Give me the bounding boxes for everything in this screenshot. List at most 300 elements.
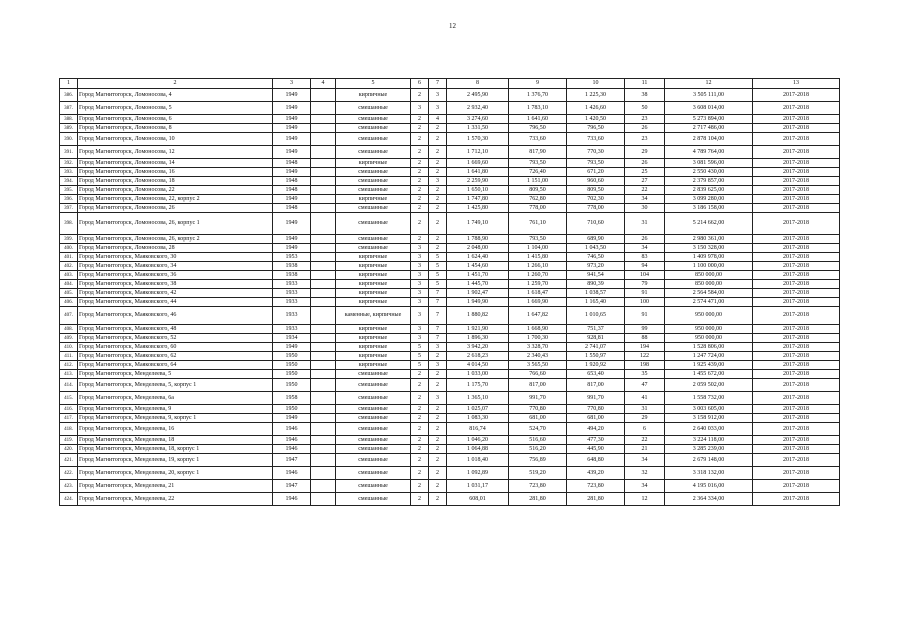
entrances: 2 — [429, 405, 447, 414]
year-built: 1949 — [273, 195, 311, 204]
table-row — [60, 370, 840, 379]
year-built: 1946 — [273, 436, 311, 445]
housing-register-table — [59, 78, 840, 506]
residential-area: 723,80 — [509, 480, 567, 493]
total-area: 2 259,90 — [447, 177, 509, 186]
table-row — [60, 115, 840, 124]
col4-cell — [311, 115, 336, 124]
row-number: 390. — [60, 133, 78, 146]
year-built: 1949 — [273, 244, 311, 253]
row-number: 402. — [60, 262, 78, 271]
address-cell: Город Магнитогорск, Ломоносова, 8 — [78, 124, 273, 133]
total-area: 1 092,89 — [447, 467, 509, 480]
entrances: 2 — [429, 159, 447, 168]
total-area: 1 902,47 — [447, 289, 509, 298]
floors: 5 — [411, 361, 429, 370]
residents: 99 — [625, 325, 665, 334]
entrances: 2 — [429, 480, 447, 493]
year-built: 1949 — [273, 133, 311, 146]
floors: 5 — [411, 343, 429, 352]
residents: 26 — [625, 235, 665, 244]
apartment-area: 494,20 — [567, 423, 625, 436]
col4-cell — [311, 352, 336, 361]
col4-cell — [311, 370, 336, 379]
row-number: 400. — [60, 244, 78, 253]
residents: 94 — [625, 262, 665, 271]
repair-period: 2017-2018 — [753, 414, 840, 423]
repair-period: 2017-2018 — [753, 370, 840, 379]
apartment-area: 671,20 — [567, 168, 625, 177]
floors: 2 — [411, 133, 429, 146]
apartment-area: 1 165,40 — [567, 298, 625, 307]
year-built: 1949 — [273, 343, 311, 352]
table-row — [60, 280, 840, 289]
table-row — [60, 445, 840, 454]
row-number: 407. — [60, 307, 78, 325]
address-cell: Город Магнитогорск, Ломоносова, 14 — [78, 159, 273, 168]
column-header: 12 — [665, 79, 753, 89]
repair-period: 2017-2018 — [753, 177, 840, 186]
entrances: 2 — [429, 379, 447, 392]
year-built: 1949 — [273, 168, 311, 177]
table-row — [60, 325, 840, 334]
entrances: 5 — [429, 253, 447, 262]
repair-period: 2017-2018 — [753, 186, 840, 195]
wall-material: смешанные — [336, 379, 411, 392]
wall-material: кирпичные — [336, 325, 411, 334]
residential-area: 1 260,70 — [509, 271, 567, 280]
wall-material: кирпичные — [336, 289, 411, 298]
total-area: 1 880,82 — [447, 307, 509, 325]
repair-period: 2017-2018 — [753, 493, 840, 506]
table-row — [60, 195, 840, 204]
address-cell: Город Магнитогорск, Маяковского, 44 — [78, 298, 273, 307]
col4-cell — [311, 262, 336, 271]
column-header: 13 — [753, 79, 840, 89]
repair-period: 2017-2018 — [753, 405, 840, 414]
repair-period: 2017-2018 — [753, 89, 840, 102]
total-area: 1 451,70 — [447, 271, 509, 280]
row-number: 393. — [60, 168, 78, 177]
repair-period: 2017-2018 — [753, 253, 840, 262]
repair-period: 2017-2018 — [753, 289, 840, 298]
table-row — [60, 235, 840, 244]
repair-cost: 1 925 439,00 — [665, 361, 753, 370]
total-area: 1 650,10 — [447, 186, 509, 195]
apartment-area: 960,60 — [567, 177, 625, 186]
repair-cost: 2 059 502,00 — [665, 379, 753, 392]
apartment-area: 702,30 — [567, 195, 625, 204]
table-row — [60, 146, 840, 159]
repair-cost: 3 150 328,00 — [665, 244, 753, 253]
entrances: 2 — [429, 352, 447, 361]
residential-area: 1 259,70 — [509, 280, 567, 289]
residents: 22 — [625, 186, 665, 195]
wall-material: кирпичные — [336, 271, 411, 280]
table-row — [60, 414, 840, 423]
floors: 2 — [411, 186, 429, 195]
entrances: 4 — [429, 115, 447, 124]
table-row — [60, 343, 840, 352]
year-built: 1948 — [273, 186, 311, 195]
col4-cell — [311, 195, 336, 204]
wall-material: кирпичные — [336, 361, 411, 370]
residents: 100 — [625, 298, 665, 307]
entrances: 2 — [429, 414, 447, 423]
residential-area: 817,00 — [509, 379, 567, 392]
column-header: 5 — [336, 79, 411, 89]
col4-cell — [311, 392, 336, 405]
wall-material: кирпичные — [336, 195, 411, 204]
col4-cell — [311, 480, 336, 493]
wall-material: смешанные — [336, 405, 411, 414]
entrances: 2 — [429, 445, 447, 454]
repair-period: 2017-2018 — [753, 343, 840, 352]
row-number: 399. — [60, 235, 78, 244]
apartment-area: 733,60 — [567, 133, 625, 146]
table-row — [60, 307, 840, 325]
wall-material: кирпичные — [336, 334, 411, 343]
repair-period: 2017-2018 — [753, 159, 840, 168]
year-built: 1949 — [273, 213, 311, 235]
repair-cost: 2 717 486,00 — [665, 124, 753, 133]
address-cell: Город Магнитогорск, Маяковского, 46 — [78, 307, 273, 325]
repair-cost: 2 839 625,00 — [665, 186, 753, 195]
entrances: 2 — [429, 454, 447, 467]
apartment-area: 723,80 — [567, 480, 625, 493]
residents: 23 — [625, 133, 665, 146]
repair-period: 2017-2018 — [753, 298, 840, 307]
row-number: 411. — [60, 352, 78, 361]
address-cell: Город Магнитогорск, Менделеева, 20, корпус 1 — [78, 467, 273, 480]
floors: 2 — [411, 454, 429, 467]
row-number: 422. — [60, 467, 78, 480]
col4-cell — [311, 436, 336, 445]
col4-cell — [311, 379, 336, 392]
wall-material: смешанные — [336, 370, 411, 379]
address-cell: Город Магнитогорск, Ломоносова, 18 — [78, 177, 273, 186]
repair-cost: 1 247 724,00 — [665, 352, 753, 361]
repair-cost: 3 003 605,00 — [665, 405, 753, 414]
floors: 3 — [411, 253, 429, 262]
table-row — [60, 102, 840, 115]
address-cell: Город Магнитогорск, Маяковского, 60 — [78, 343, 273, 352]
residents: 35 — [625, 370, 665, 379]
entrances: 2 — [429, 204, 447, 213]
floors: 2 — [411, 195, 429, 204]
residents: 21 — [625, 445, 665, 454]
floors: 2 — [411, 204, 429, 213]
row-number: 417. — [60, 414, 78, 423]
total-area: 1 669,60 — [447, 159, 509, 168]
residential-area: 793,50 — [509, 235, 567, 244]
col4-cell — [311, 467, 336, 480]
header-row — [60, 79, 840, 89]
total-area: 4 014,50 — [447, 361, 509, 370]
repair-period: 2017-2018 — [753, 445, 840, 454]
residential-area: 524,70 — [509, 423, 567, 436]
floors: 2 — [411, 213, 429, 235]
repair-period: 2017-2018 — [753, 124, 840, 133]
table-row — [60, 405, 840, 414]
col4-cell — [311, 280, 336, 289]
entrances: 3 — [429, 102, 447, 115]
total-area: 1 083,30 — [447, 414, 509, 423]
apartment-area: 817,00 — [567, 379, 625, 392]
floors: 2 — [411, 392, 429, 405]
floors: 3 — [411, 244, 429, 253]
total-area: 1 624,40 — [447, 253, 509, 262]
total-area: 1 896,30 — [447, 334, 509, 343]
row-number: 415. — [60, 392, 78, 405]
row-number: 394. — [60, 177, 78, 186]
apartment-area: 796,50 — [567, 124, 625, 133]
address-cell: Город Магнитогорск, Ломоносова, 5 — [78, 102, 273, 115]
col4-cell — [311, 423, 336, 436]
col4-cell — [311, 361, 336, 370]
residents: 41 — [625, 392, 665, 405]
wall-material: смешанные — [336, 467, 411, 480]
repair-period: 2017-2018 — [753, 244, 840, 253]
residential-area: 1 266,10 — [509, 262, 567, 271]
total-area: 3 274,60 — [447, 115, 509, 124]
wall-material: смешанные — [336, 146, 411, 159]
row-number: 405. — [60, 289, 78, 298]
total-area: 1 921,90 — [447, 325, 509, 334]
total-area: 1 018,40 — [447, 454, 509, 467]
row-number: 398. — [60, 213, 78, 235]
table-row — [60, 271, 840, 280]
floors: 2 — [411, 414, 429, 423]
wall-material: смешанные — [336, 436, 411, 445]
floors: 2 — [411, 370, 429, 379]
residents: 31 — [625, 213, 665, 235]
residential-area: 733,60 — [509, 133, 567, 146]
table-row — [60, 298, 840, 307]
column-header: 6 — [411, 79, 429, 89]
year-built: 1948 — [273, 159, 311, 168]
residential-area: 770,80 — [509, 405, 567, 414]
floors: 2 — [411, 493, 429, 506]
residential-area: 519,20 — [509, 467, 567, 480]
table-row — [60, 133, 840, 146]
address-cell: Город Магнитогорск, Маяковского, 52 — [78, 334, 273, 343]
residential-area: 793,50 — [509, 159, 567, 168]
apartment-area: 991,70 — [567, 392, 625, 405]
row-number: 401. — [60, 253, 78, 262]
entrances: 3 — [429, 177, 447, 186]
residential-area: 281,80 — [509, 493, 567, 506]
floors: 3 — [411, 325, 429, 334]
total-area: 2 495,90 — [447, 89, 509, 102]
address-cell: Город Магнитогорск, Маяковского, 30 — [78, 253, 273, 262]
floors: 2 — [411, 379, 429, 392]
residential-area: 3 328,70 — [509, 343, 567, 352]
col4-cell — [311, 186, 336, 195]
repair-period: 2017-2018 — [753, 168, 840, 177]
floors: 2 — [411, 177, 429, 186]
wall-material: кирпичные — [336, 280, 411, 289]
address-cell: Город Магнитогорск, Ломоносова, 22 — [78, 186, 273, 195]
table-row — [60, 204, 840, 213]
wall-material: каменные, кирпичные — [336, 307, 411, 325]
year-built: 1949 — [273, 235, 311, 244]
table-row — [60, 159, 840, 168]
residents: 38 — [625, 89, 665, 102]
residential-area: 796,50 — [509, 124, 567, 133]
address-cell: Город Магнитогорск, Ломоносова, 26, корпус 2 — [78, 235, 273, 244]
total-area: 816,74 — [447, 423, 509, 436]
residents: 32 — [625, 467, 665, 480]
table-row — [60, 213, 840, 235]
repair-cost: 1 100 000,00 — [665, 262, 753, 271]
repair-period: 2017-2018 — [753, 423, 840, 436]
year-built: 1933 — [273, 325, 311, 334]
apartment-area: 2 741,07 — [567, 343, 625, 352]
floors: 2 — [411, 436, 429, 445]
entrances: 2 — [429, 423, 447, 436]
row-number: 406. — [60, 298, 78, 307]
total-area: 1 175,70 — [447, 379, 509, 392]
col4-cell — [311, 414, 336, 423]
repair-period: 2017-2018 — [753, 454, 840, 467]
entrances: 7 — [429, 307, 447, 325]
row-number: 404. — [60, 280, 78, 289]
table-row — [60, 186, 840, 195]
repair-period: 2017-2018 — [753, 102, 840, 115]
apartment-area: 941,54 — [567, 271, 625, 280]
year-built: 1933 — [273, 280, 311, 289]
apartment-area: 793,50 — [567, 159, 625, 168]
residents: 26 — [625, 159, 665, 168]
row-number: 396. — [60, 195, 78, 204]
residents: 83 — [625, 253, 665, 262]
total-area: 1 445,70 — [447, 280, 509, 289]
col4-cell — [311, 405, 336, 414]
entrances: 3 — [429, 343, 447, 352]
year-built: 1946 — [273, 493, 311, 506]
residents: 22 — [625, 436, 665, 445]
table-row — [60, 89, 840, 102]
residents: 34 — [625, 454, 665, 467]
wall-material: смешанные — [336, 445, 411, 454]
repair-period: 2017-2018 — [753, 204, 840, 213]
residents: 79 — [625, 280, 665, 289]
repair-cost: 2 564 584,00 — [665, 289, 753, 298]
residential-area: 1 669,90 — [509, 298, 567, 307]
table-row — [60, 124, 840, 133]
repair-period: 2017-2018 — [753, 307, 840, 325]
table-row — [60, 467, 840, 480]
wall-material: смешанные — [336, 414, 411, 423]
year-built: 1950 — [273, 370, 311, 379]
apartment-area: 1 038,57 — [567, 289, 625, 298]
repair-cost: 2 878 104,00 — [665, 133, 753, 146]
year-built: 1933 — [273, 307, 311, 325]
apartment-area: 1 920,92 — [567, 361, 625, 370]
year-built: 1949 — [273, 414, 311, 423]
address-cell: Город Магнитогорск, Менделеева, 9 — [78, 405, 273, 414]
column-header: 10 — [567, 79, 625, 89]
address-cell: Город Магнитогорск, Ломоносова, 4 — [78, 89, 273, 102]
total-area: 1 331,50 — [447, 124, 509, 133]
entrances: 2 — [429, 467, 447, 480]
col4-cell — [311, 204, 336, 213]
col4-cell — [311, 298, 336, 307]
entrances: 3 — [429, 89, 447, 102]
residential-area: 809,50 — [509, 186, 567, 195]
entrances: 3 — [429, 361, 447, 370]
table-row — [60, 379, 840, 392]
repair-cost: 4 195 016,00 — [665, 480, 753, 493]
total-area: 3 942,20 — [447, 343, 509, 352]
floors: 3 — [411, 307, 429, 325]
page-number: 12 — [449, 22, 456, 30]
year-built: 1949 — [273, 102, 311, 115]
floors: 2 — [411, 89, 429, 102]
col4-cell — [311, 168, 336, 177]
address-cell: Город Магнитогорск, Менделеева, 19, корпус 1 — [78, 454, 273, 467]
year-built: 1949 — [273, 89, 311, 102]
entrances: 2 — [429, 235, 447, 244]
floors: 2 — [411, 423, 429, 436]
floors: 3 — [411, 280, 429, 289]
residents: 194 — [625, 343, 665, 352]
residential-area: 726,40 — [509, 168, 567, 177]
wall-material: кирпичные — [336, 262, 411, 271]
col4-cell — [311, 133, 336, 146]
repair-period: 2017-2018 — [753, 262, 840, 271]
floors: 3 — [411, 289, 429, 298]
apartment-area: 751,37 — [567, 325, 625, 334]
residential-area: 516,60 — [509, 436, 567, 445]
total-area: 1 046,20 — [447, 436, 509, 445]
wall-material: кирпичные — [336, 298, 411, 307]
column-header: 2 — [78, 79, 273, 89]
year-built: 1933 — [273, 289, 311, 298]
residential-area: 681,00 — [509, 414, 567, 423]
floors: 3 — [411, 262, 429, 271]
row-number: 409. — [60, 334, 78, 343]
repair-period: 2017-2018 — [753, 271, 840, 280]
entrances: 5 — [429, 262, 447, 271]
total-area: 1 025,07 — [447, 405, 509, 414]
address-cell: Город Магнитогорск, Ломоносова, 26, корпус 1 — [78, 213, 273, 235]
column-header: 7 — [429, 79, 447, 89]
repair-cost: 3 186 158,00 — [665, 204, 753, 213]
address-cell: Город Магнитогорск, Маяковского, 64 — [78, 361, 273, 370]
row-number: 421. — [60, 454, 78, 467]
address-cell: Город Магнитогорск, Менделеева, 16 — [78, 423, 273, 436]
apartment-area: 770,80 — [567, 405, 625, 414]
repair-cost: 3 158 912,00 — [665, 414, 753, 423]
residential-area: 3 565,50 — [509, 361, 567, 370]
row-number: 392. — [60, 159, 78, 168]
residential-area: 762,80 — [509, 195, 567, 204]
wall-material: кирпичные — [336, 253, 411, 262]
floors: 2 — [411, 467, 429, 480]
residents: 29 — [625, 414, 665, 423]
apartment-area: 1 010,65 — [567, 307, 625, 325]
repair-cost: 3 505 111,00 — [665, 89, 753, 102]
floors: 2 — [411, 146, 429, 159]
residents: 30 — [625, 204, 665, 213]
address-cell: Город Магнитогорск, Менделеева, 9, корпус 1 — [78, 414, 273, 423]
apartment-area: 445,90 — [567, 445, 625, 454]
wall-material: смешанные — [336, 168, 411, 177]
entrances: 2 — [429, 124, 447, 133]
repair-cost: 950 000,00 — [665, 334, 753, 343]
